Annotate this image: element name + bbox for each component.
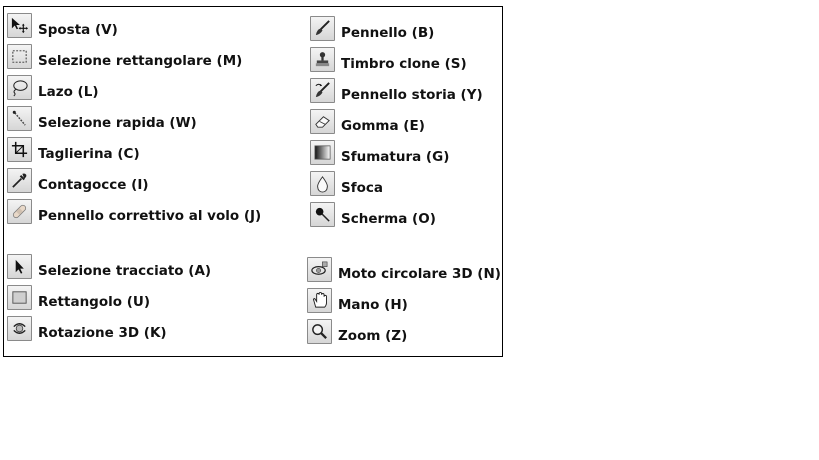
tool-name: Taglierina <box>38 145 113 162</box>
tool-crop[interactable]: Taglierina (C) <box>7 135 140 163</box>
tool-name: Moto circolare 3D <box>338 265 473 282</box>
tool-key: K <box>149 324 161 341</box>
tool-key: S <box>450 55 461 72</box>
tool-blur[interactable] <box>310 169 383 197</box>
tool-key: C <box>123 145 134 162</box>
tool-gradient[interactable]: Sfumatura (G) <box>310 138 449 166</box>
tool-key: V <box>101 21 112 38</box>
tool-name: Sfoca <box>341 179 383 196</box>
tool-name: Rotazione 3D <box>38 324 140 341</box>
tool-key: A <box>194 262 205 279</box>
eyedropper-icon <box>7 168 32 193</box>
tool-rect-select[interactable]: Selezione rettangolare (M) <box>7 42 242 70</box>
tool-name: Rettangolo <box>38 293 123 310</box>
tool-key: J <box>250 207 256 224</box>
path-selection-arrow-icon <box>7 254 32 279</box>
tool-zoom[interactable]: Zoom (Z) <box>307 317 407 345</box>
tool-name: Scherma <box>341 210 408 227</box>
tool-key: W <box>175 114 191 131</box>
tool-path-select[interactable]: Selezione tracciato (A) <box>7 252 211 280</box>
tool-name: Sfumatura <box>341 148 422 165</box>
zoom-icon <box>307 319 332 344</box>
tool-name: Timbro clone <box>341 55 440 72</box>
tool-dodge[interactable]: Scherma (O) <box>310 200 436 228</box>
lasso-icon <box>7 75 32 100</box>
tool-rectangle[interactable]: Rettangolo (U) <box>7 283 150 311</box>
tool-name: Mano <box>338 296 380 313</box>
tool-name: Zoom <box>338 327 381 344</box>
dodge-icon <box>310 202 335 227</box>
rectangular-marquee-icon <box>7 44 32 69</box>
tool-key: Z <box>391 327 402 344</box>
tool-name: Selezione rettangolare <box>38 52 212 69</box>
tool-history-brush[interactable]: Pennello storia (Y) <box>310 76 483 104</box>
tool-key: N <box>483 265 495 282</box>
tool-name: Pennello <box>341 24 407 41</box>
tool-name: Selezione rapida <box>38 114 165 131</box>
tool-name: Pennello storia <box>341 86 456 103</box>
tool-eraser[interactable]: Gomma (E) <box>310 107 425 135</box>
tool-name: Selezione tracciato <box>38 262 184 279</box>
gradient-icon <box>310 140 335 165</box>
tool-key: Y <box>466 86 477 103</box>
history-brush-icon <box>310 78 335 103</box>
tool-rotate3d[interactable]: Rotazione 3D (K) <box>7 314 167 342</box>
tool-shortcuts-panel <box>3 6 503 357</box>
brush-icon <box>310 16 335 41</box>
eraser-icon <box>310 109 335 134</box>
tool-key: G <box>432 148 444 165</box>
tool-lasso[interactable]: Lazo (L) <box>7 73 99 101</box>
tool-stamp[interactable]: Timbro clone (S) <box>310 45 467 73</box>
tool-move[interactable]: Sposta (V) <box>7 11 118 39</box>
tool-key: B <box>417 24 429 41</box>
tool-name: Contagocce <box>38 176 127 193</box>
tool-name: Lazo <box>38 83 73 100</box>
tool-spot-heal[interactable]: Pennello correttivo al volo (J) <box>7 197 261 225</box>
clone-stamp-icon <box>310 47 335 72</box>
tool-key: U <box>132 293 144 310</box>
tool-quick-select[interactable]: Selezione rapida (W) <box>7 104 197 132</box>
tool-key: I <box>137 176 143 193</box>
spot-healing-brush-icon <box>7 199 32 224</box>
tool-key: O <box>418 210 430 227</box>
tool-hand[interactable]: Mano (H) <box>307 286 408 314</box>
tool-orbit3d[interactable]: Moto circolare 3D (N) <box>307 255 501 283</box>
crop-icon <box>7 137 32 162</box>
3d-orbit-icon <box>307 257 332 282</box>
tool-key: E <box>409 117 419 134</box>
move-icon <box>7 13 32 38</box>
tool-name: Gomma <box>341 117 399 134</box>
tool-key: H <box>390 296 402 313</box>
tool-key: L <box>83 83 93 100</box>
3d-rotate-icon <box>7 316 32 341</box>
tool-eyedropper[interactable]: Contagocce (I) <box>7 166 149 194</box>
hand-icon <box>307 288 332 313</box>
tool-brush[interactable]: Pennello (B) <box>310 14 434 42</box>
rectangle-shape-icon <box>7 285 32 310</box>
tool-name: Sposta <box>38 21 91 38</box>
tool-key: M <box>222 52 237 69</box>
blur-drop-icon <box>310 171 335 196</box>
quick-selection-icon <box>7 106 32 131</box>
tool-name: Pennello correttivo al volo <box>38 207 240 224</box>
